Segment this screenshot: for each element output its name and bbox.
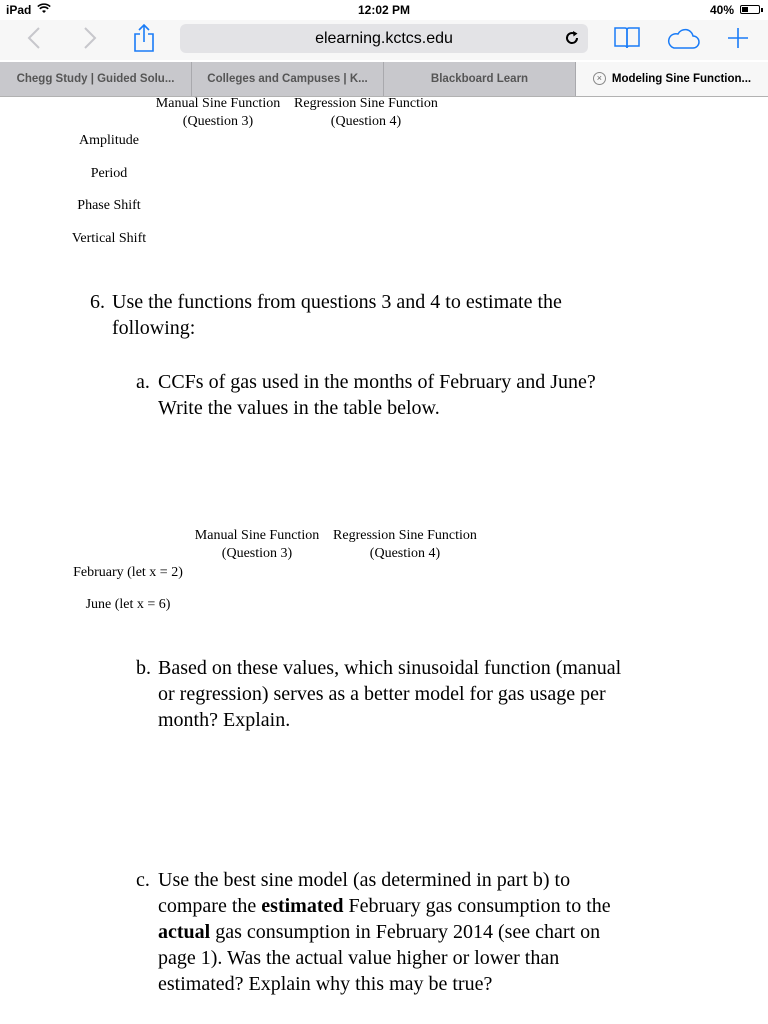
header-text: Manual Sine Function: [194, 528, 320, 543]
text-line: or regression) serves as a better model for gas usage per: [158, 683, 606, 705]
qb-letter: b.: [136, 657, 151, 679]
browser-toolbar: [0, 20, 768, 60]
table1-header-manual: [150, 95, 286, 131]
text-line: Write the values in the table below.: [158, 397, 440, 419]
share-icon[interactable]: [132, 23, 156, 58]
qc-text: [158, 867, 748, 997]
qa-text: [158, 369, 738, 421]
row-label-amplitude: Amplitude: [79, 133, 139, 148]
tab-blackboard[interactable]: [384, 62, 576, 96]
address-bar[interactable]: [180, 24, 588, 53]
emphasis-actual: actual: [158, 921, 211, 943]
header-text: Regression Sine Function: [333, 528, 477, 543]
tab-label: Blackboard Learn: [430, 73, 529, 85]
clock: 12:02 PM: [357, 3, 411, 17]
text-line: CCFs of gas used in the months of February and June?: [158, 371, 596, 393]
tab-label: Colleges and Campuses | K...: [207, 73, 368, 85]
tab-label: Modeling Sine Function...: [611, 73, 752, 85]
qa-letter: a.: [136, 371, 150, 393]
text-line: estimated? Explain why this may be true?: [158, 973, 493, 995]
qc-letter: c.: [136, 869, 150, 891]
qb-text: [158, 655, 748, 733]
battery-nub: [761, 8, 763, 12]
row-label-june: June (let x = 6): [85, 597, 171, 612]
reload-icon[interactable]: [564, 30, 580, 51]
text-line: [158, 893, 748, 919]
row-label-vertical-shift: Vertical Shift: [71, 231, 147, 246]
q6-number: 6.: [90, 291, 105, 313]
text-line: following:: [112, 317, 196, 339]
tab-label: Chegg Study | Guided Solu...: [16, 73, 175, 85]
header-subtext: (Question 3): [221, 546, 293, 561]
text-line: Use the best sine model (as determined in part b) to: [158, 869, 571, 891]
header-text: Regression Sine Function: [294, 96, 438, 111]
text-segment: compare the: [158, 895, 262, 917]
text-line: month? Explain.: [158, 709, 291, 731]
q6-text: [112, 289, 712, 341]
battery-percent: 40%: [709, 3, 734, 17]
text-segment: gas consumption in February 2014 (see chart on: [210, 921, 601, 943]
header-text: Manual Sine Function: [155, 96, 281, 111]
header-subtext: (Question 4): [330, 114, 402, 129]
text-line: Based on these values, which sinusoidal function (manual: [158, 657, 622, 679]
text-line: page 1). Was the actual value higher or lower than: [158, 947, 560, 969]
text-line: [158, 919, 748, 945]
text-line: Use the functions from questions 3 and 4 to estimate the: [112, 291, 562, 313]
row-label-phase-shift: Phase Shift: [77, 198, 141, 213]
plus-icon[interactable]: [727, 27, 749, 54]
table2-header-manual: [189, 527, 325, 563]
table2-header-regression: [327, 527, 483, 563]
tab-colleges[interactable]: [192, 62, 384, 96]
book-icon[interactable]: [614, 26, 640, 55]
tab-modeling-sine[interactable]: [576, 62, 768, 96]
battery-icon: [740, 5, 760, 14]
cloud-icon[interactable]: [666, 28, 700, 55]
chevron-left-icon[interactable]: [26, 26, 42, 55]
emphasis-estimated: estimated: [261, 895, 344, 917]
row-label-period: Period: [90, 166, 128, 181]
status-bar: [0, 0, 768, 20]
url-text[interactable]: elearning.kctcs.edu: [315, 30, 453, 47]
table1-header-regression: [288, 95, 444, 131]
close-icon[interactable]: ×: [593, 72, 606, 85]
tab-chegg[interactable]: [0, 62, 192, 96]
row-label-february: February (let x = 2): [73, 565, 183, 580]
header-subtext: (Question 4): [369, 546, 441, 561]
header-subtext: (Question 3): [182, 114, 254, 129]
tab-bar: [0, 62, 768, 97]
chevron-right-icon[interactable]: [82, 26, 98, 55]
device-name: iPad: [6, 3, 32, 17]
text-segment: February gas consumption to the: [343, 895, 611, 917]
